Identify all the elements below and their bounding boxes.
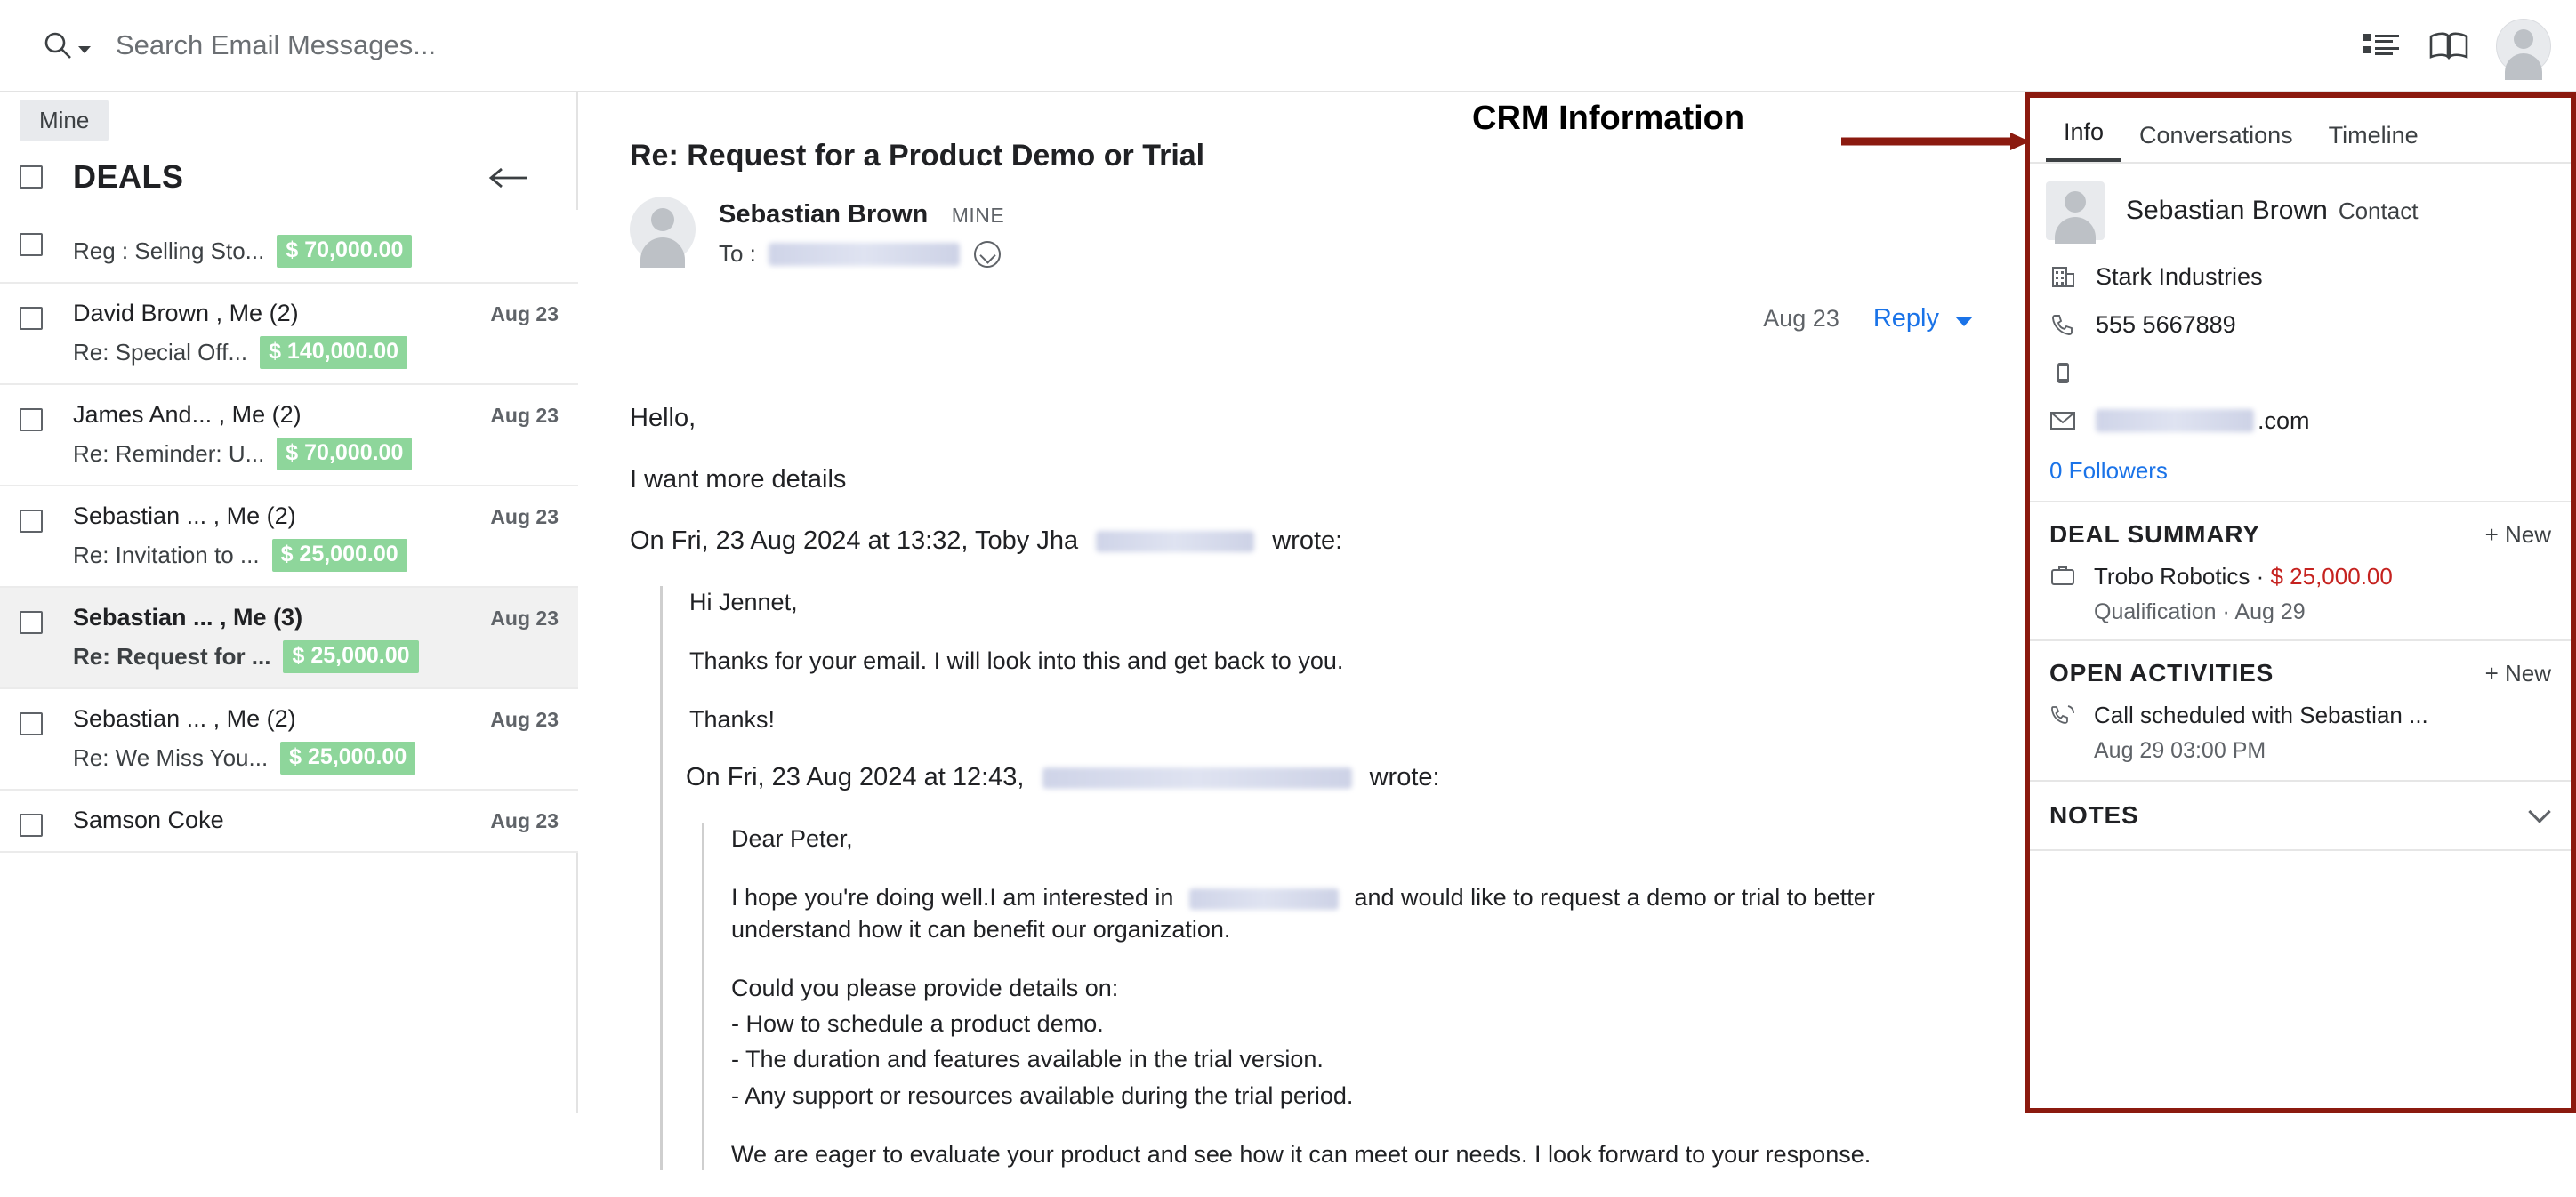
table-row[interactable] (0, 791, 578, 853)
expand-details-chevron-down-icon[interactable] (974, 241, 1001, 268)
back-arrow-icon[interactable] (487, 160, 530, 196)
quote-header-2 (686, 763, 1982, 792)
notes-section-header[interactable] (2030, 782, 2571, 851)
q2-product-redacted (1189, 888, 1339, 910)
row-amount-badge: $ 25,000.00 (280, 742, 415, 775)
row-checkbox[interactable] (20, 611, 43, 634)
annotation-label: CRM Information (1472, 100, 1745, 137)
row-checkbox[interactable] (20, 510, 43, 533)
phone-number: 555 5667889 (2096, 310, 2236, 338)
row-checkbox[interactable] (20, 233, 43, 256)
deal-summary-title: DEAL SUMMARY (2049, 520, 2260, 548)
search-icon[interactable] (43, 30, 73, 60)
message-body (630, 404, 1982, 1197)
contact-avatar[interactable] (2046, 181, 2105, 240)
tab-conversations[interactable]: Conversations (2139, 122, 2293, 149)
row-checkbox[interactable] (20, 814, 43, 837)
quoted-message-1 (660, 586, 1982, 1170)
crm-mobile-row (2030, 349, 2571, 397)
row-checkbox[interactable] (20, 307, 43, 330)
deal-list-panel (0, 92, 578, 1113)
row-amount-badge: $ 140,000.00 (260, 336, 407, 369)
row-participants: Sebastian ... , Me (2) (73, 502, 296, 529)
table-row[interactable] (0, 486, 578, 588)
row-date: Aug 23 (490, 708, 559, 731)
top-bar-actions (2361, 0, 2551, 92)
table-row[interactable] (0, 210, 578, 284)
envelope-icon (2048, 406, 2078, 436)
row-date: Aug 23 (490, 607, 559, 630)
row-participants: James And... , Me (2) (73, 401, 302, 428)
q2-line-2: Could you please provide details on: (731, 975, 1119, 1002)
followers-link[interactable]: 0 Followers (2030, 445, 2571, 502)
body-greeting: Hello, (630, 404, 696, 432)
row-date: Aug 23 (490, 505, 559, 528)
tab-timeline[interactable]: Timeline (2328, 122, 2419, 149)
contact-name: Sebastian Brown (2126, 196, 2328, 225)
row-participants: David Brown , Me (2) (73, 300, 299, 326)
table-row[interactable] (0, 385, 578, 486)
table-row[interactable] (0, 689, 578, 791)
open-activity-item[interactable] (2030, 700, 2571, 782)
annotation-arrow-icon (1841, 132, 2030, 151)
notes-title: NOTES (2049, 801, 2139, 829)
phone-icon (2048, 309, 2078, 340)
q1-greeting: Hi Jennet, (689, 589, 798, 615)
row-amount-badge: $ 70,000.00 (277, 235, 412, 268)
reply-options-chevron-down-icon[interactable] (1955, 317, 1973, 326)
select-all-checkbox[interactable] (20, 165, 43, 189)
row-subject: Re: Request for ... (73, 643, 271, 670)
quote-header-1-wrote: wrote: (1272, 526, 1343, 555)
deal-stage: Qualification · Aug 29 (2094, 599, 2306, 624)
quote-header-2-text: On Fri, 23 Aug 2024 at 12:43, (686, 762, 1025, 791)
deal-summary-item[interactable] (2030, 561, 2571, 641)
open-activities-header (2030, 641, 2571, 700)
crm-contact-header (2030, 164, 2571, 253)
crm-company-row (2030, 253, 2571, 301)
quote-1-redacted (1096, 531, 1254, 552)
table-row[interactable] (0, 284, 578, 385)
building-icon (2048, 261, 2078, 292)
row-subject: Re: Invitation to ... (73, 542, 260, 568)
q2-greeting: Dear Peter, (731, 824, 853, 852)
message-date: Aug 23 (1763, 305, 1839, 332)
deal-list-header (0, 144, 578, 210)
briefcase-icon (2049, 563, 2080, 625)
message-reading-pane (580, 92, 2023, 1168)
quote-header-2-wrote: wrote: (1369, 762, 1440, 791)
company-name: Stark Industries (2096, 262, 2263, 290)
row-amount-badge: $ 25,000.00 (283, 640, 418, 673)
top-bar (0, 0, 2576, 92)
crm-info-panel (2025, 92, 2576, 1113)
q1-line-1: Thanks for your email. I will look into this and get back to you. (689, 647, 1344, 675)
recipient-redacted (769, 243, 960, 266)
row-subject: Reg : Selling Sto... (73, 237, 265, 264)
sender-avatar[interactable] (630, 197, 696, 262)
row-date: Aug 23 (490, 404, 559, 427)
row-date: Aug 23 (490, 302, 559, 325)
quote-header-1-text: On Fri, 23 Aug 2024 at 13:32, Toby Jha (630, 526, 1079, 555)
open-activities-title: OPEN ACTIVITIES (2049, 659, 2274, 687)
reading-pane-icon[interactable] (2428, 26, 2469, 67)
q2-line-3: We are eager to evaluate your product and see how it can meet our needs. I look forward to your response. (731, 1140, 1872, 1168)
row-date: Aug 23 (490, 809, 559, 832)
new-activity-button[interactable]: + New (2484, 659, 2551, 687)
deal-title-line (2094, 563, 2393, 590)
message-subject: Re: Request for a Product Demo or Trial (630, 139, 1205, 173)
avatar[interactable] (2496, 19, 2551, 74)
q2-line-1b: and would like to request a demo or trial to better understand how it can benefit our organization. (731, 883, 1875, 943)
row-participants: Samson Coke (73, 807, 224, 833)
q1-thanks: Thanks! (689, 706, 776, 734)
row-participants: Sebastian ... , Me (2) (73, 705, 296, 732)
list-view-icon[interactable] (2361, 26, 2402, 67)
activity-title: Call scheduled with Sebastian ... (2094, 702, 2428, 728)
row-amount-badge: $ 70,000.00 (277, 438, 412, 470)
row-subject: Re: Special Off... (73, 339, 248, 366)
crm-email-row (2030, 397, 2571, 445)
row-subject: Re: We Miss You... (73, 744, 269, 771)
new-deal-button[interactable]: + New (2484, 520, 2551, 548)
q2-bullet-3: - Any support or resources available during the trial period. (731, 1081, 1354, 1109)
email-redacted (2096, 409, 2254, 432)
crm-tabs (2030, 98, 2571, 164)
message-actions (1763, 304, 1973, 333)
message-sender-row (630, 197, 2023, 268)
crm-phone-row (2030, 301, 2571, 349)
email-suffix: .com (2258, 406, 2310, 434)
activity-time: Aug 29 03:00 PM (2094, 738, 2266, 763)
call-activity-icon (2049, 702, 2080, 764)
search-input[interactable] (114, 28, 914, 62)
q2-line-1a: I hope you're doing well.I am interested in (731, 883, 1174, 911)
deal-separator: · (2256, 563, 2265, 590)
quote-2-redacted (1042, 767, 1352, 789)
reply-button[interactable]: Reply (1872, 304, 1939, 333)
search-scope-chevron-down-icon[interactable] (78, 46, 91, 53)
notes-chevron-down-icon[interactable] (2528, 800, 2550, 823)
page-title: DEALS (73, 158, 184, 195)
row-amount-badge: $ 25,000.00 (272, 539, 407, 572)
deal-summary-header (2030, 502, 2571, 561)
filter-tab-mine[interactable]: Mine (20, 100, 109, 141)
row-participants: Sebastian ... , Me (3) (73, 604, 303, 631)
mobile-icon (2048, 357, 2078, 388)
q2-line-1 (731, 881, 1982, 945)
row-checkbox[interactable] (20, 408, 43, 431)
table-row[interactable] (0, 588, 578, 689)
q2-bullet-1: - How to schedule a product demo. (731, 1010, 1104, 1038)
body-line-1: I want more details (630, 465, 847, 494)
quote-header-1 (630, 526, 1982, 556)
recipient-row (719, 240, 1004, 268)
sender-mine-tag: MINE (951, 204, 1005, 227)
deal-amount: $ 25,000.00 (2270, 563, 2393, 590)
q2-bullet-2: - The duration and features available in the trial version. (731, 1046, 1324, 1073)
quoted-message-2 (702, 823, 1982, 1170)
contact-type: Contact (2338, 197, 2419, 224)
sender-name: Sebastian Brown (719, 200, 929, 229)
row-subject: Re: Reminder: U... (73, 440, 265, 467)
search-container[interactable] (43, 19, 914, 72)
to-label: To : (719, 240, 756, 267)
tab-info[interactable]: Info (2046, 118, 2121, 162)
deal-name: Trobo Robotics (2094, 563, 2250, 590)
row-checkbox[interactable] (20, 712, 43, 735)
